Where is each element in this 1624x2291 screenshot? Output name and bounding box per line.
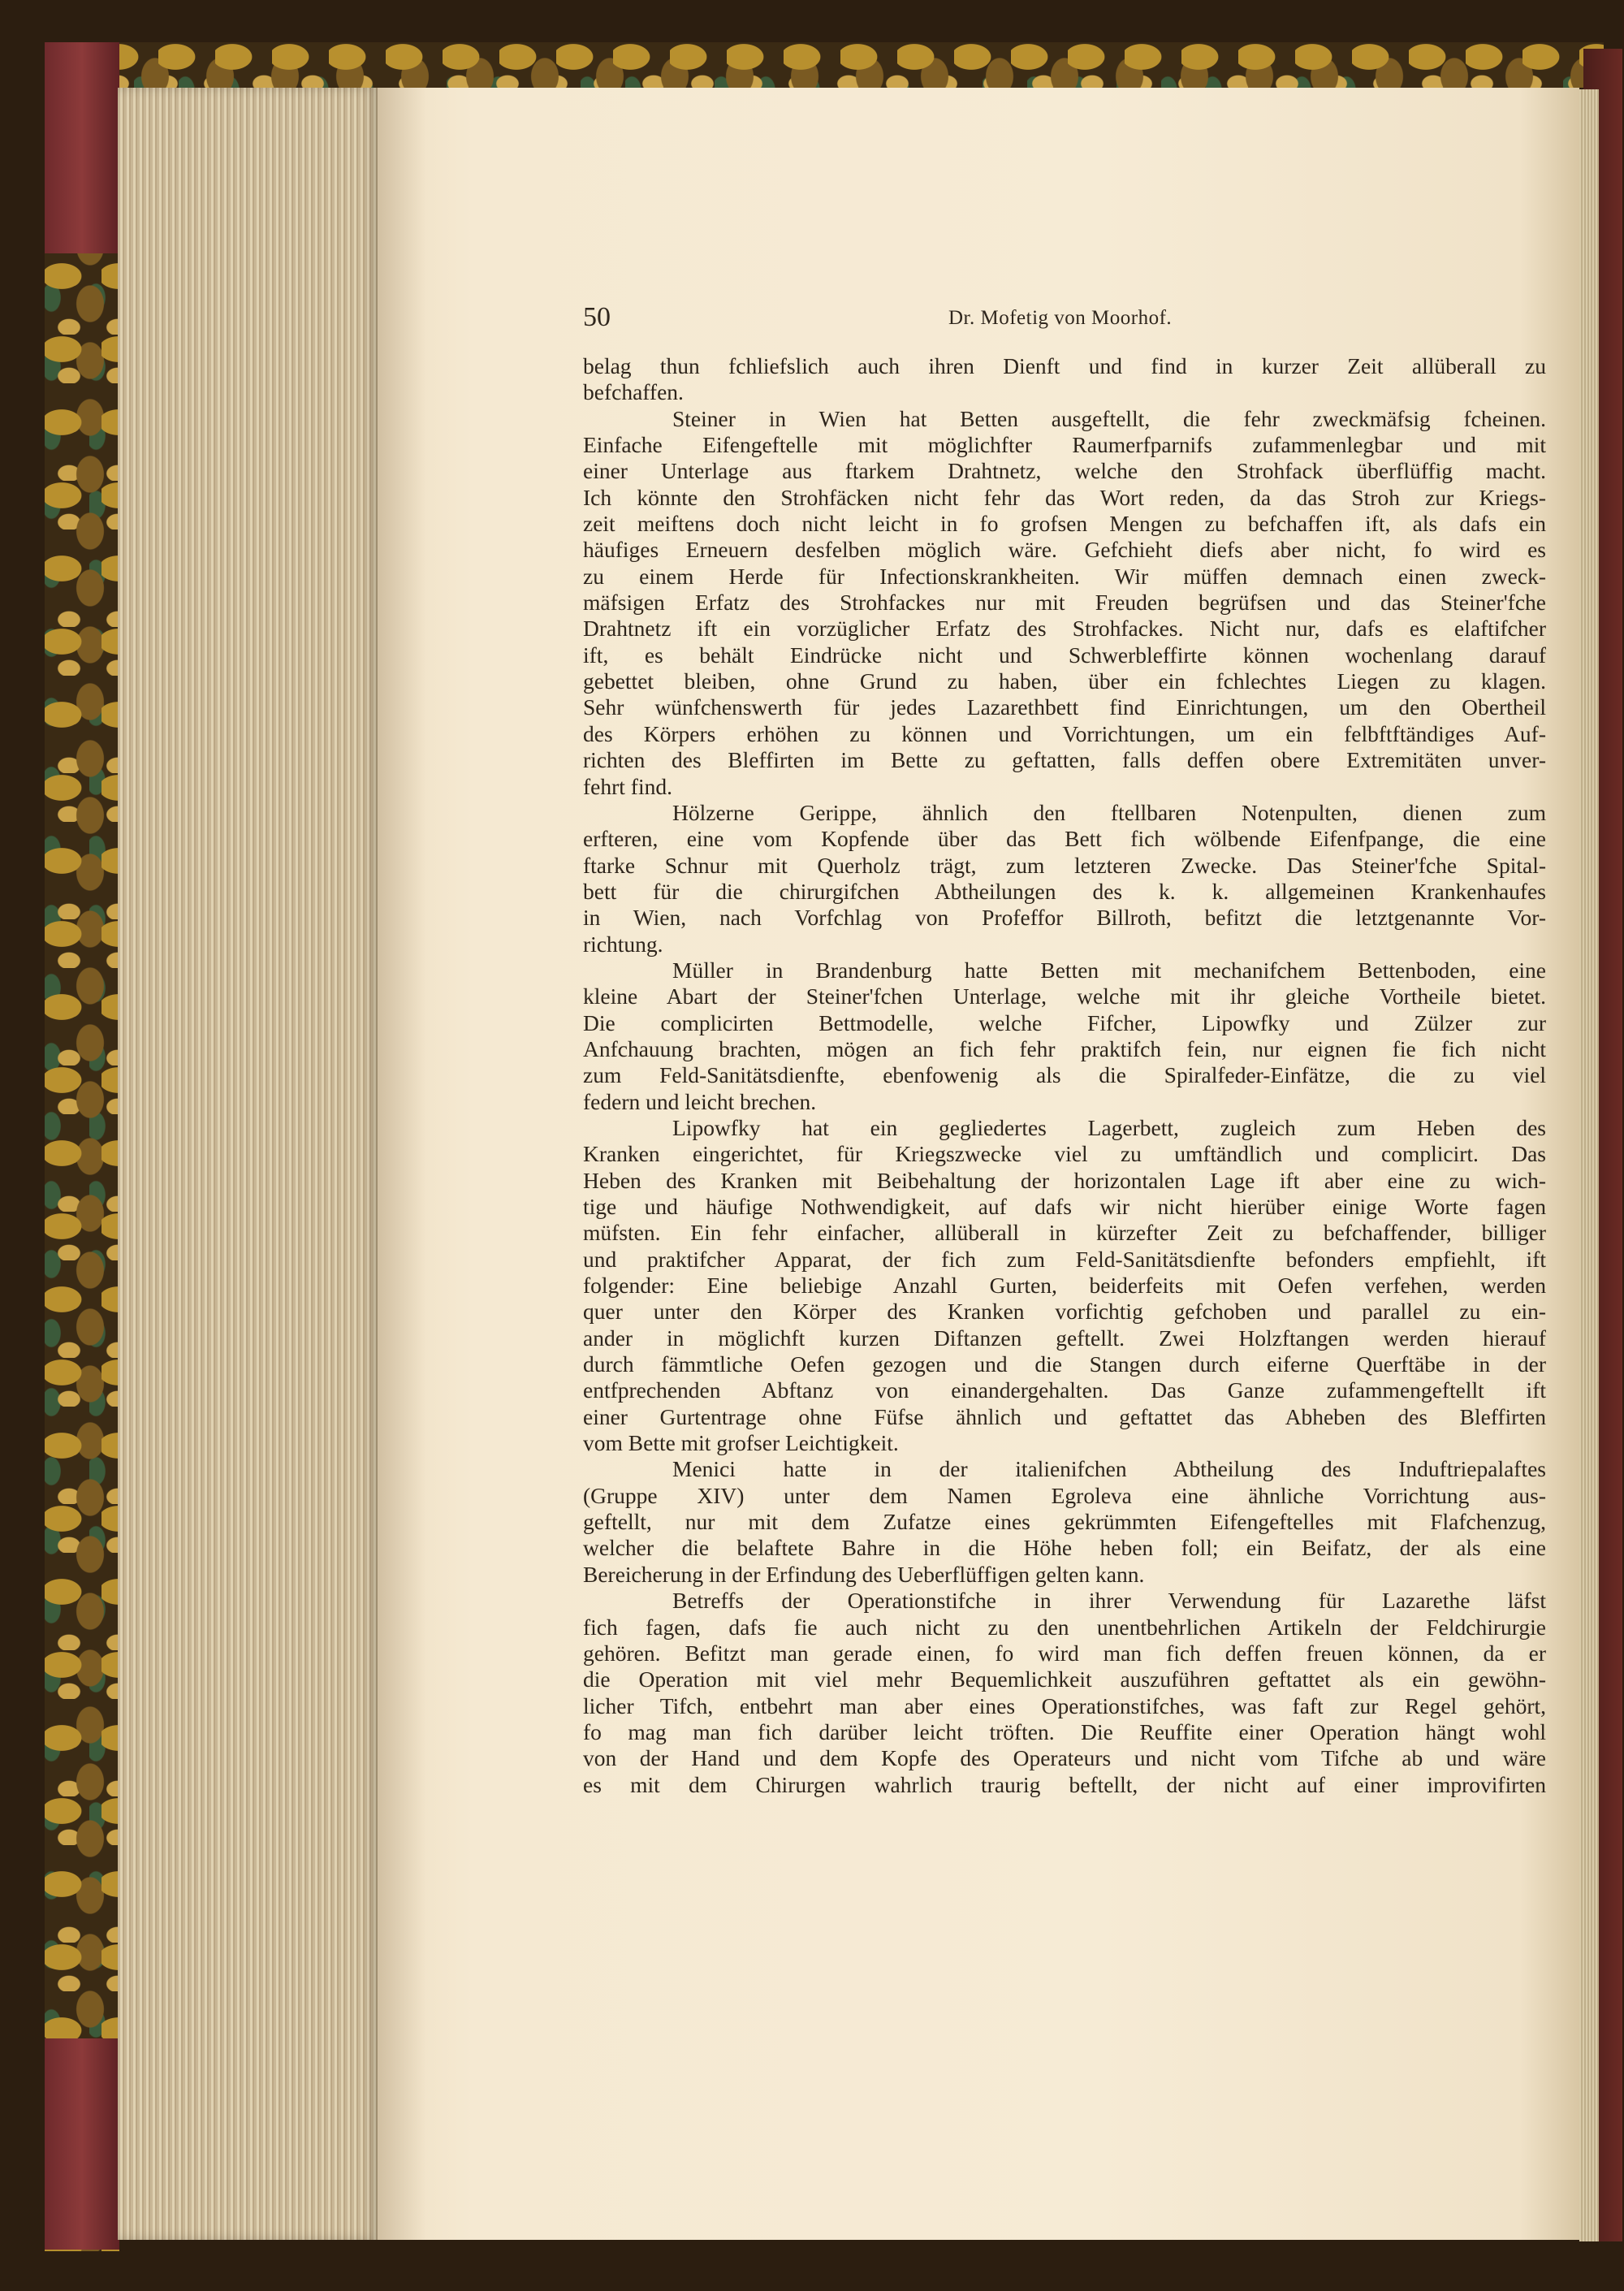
text-line: Kranken eingerichtet, für Kriegszwecke viel zu umftändlich und complicirt. Das [583, 1141, 1546, 1167]
text-line: quer unter den Körper des Kranken vorfichtig gefchoben und parallel zu ein- [583, 1299, 1546, 1325]
text-line: von der Hand und dem Kopfe des Operateurs und nicht vom Tifche ab und wäre [583, 1745, 1546, 1771]
text-line: tige und häufige Nothwendigkeit, auf dafs wir nicht hierüber einige Worte fagen [583, 1194, 1546, 1219]
text-line: zeit meiftens doch nicht leicht in fo grofsen Mengen zu befchaffen ift, als dafs ein [583, 511, 1546, 537]
text-line: zum Feld-Sanitätsdienfte, ebenfowenig als die Spiralfeder-Einfätze, die zu viel [583, 1062, 1546, 1088]
page-right-edge [1579, 89, 1599, 2241]
leather-corner-bottom [45, 2038, 119, 2250]
text-line: geftellt, nur mit dem Zufatze eines gekrümmten Eifengeftelles mit Flafchenzug, [583, 1509, 1546, 1535]
text-line: fo mag man fich darüber leicht tröften. Die Reuffite einer Operation hängt wohl [583, 1718, 1546, 1744]
text-line: richten des Bleffirten im Bette zu geftatten, falls deffen obere Extremitäten unver- [583, 747, 1546, 773]
text-line: es mit dem Chirurgen wahrlich traurig beftellt, der nicht auf einer improvifirten [583, 1771, 1546, 1797]
page-stack-edges [118, 88, 378, 2240]
text-line: ftarke Schnur mit Querholz trägt, zum letzteren Zwecke. Das Steiner'fche Spital- [583, 852, 1546, 878]
text-line: Heben des Kranken mit Beibehaltung der horizontalen Lage ift aber eine zu wich- [583, 1167, 1546, 1193]
text-line: Lipowfky hat ein gegliedertes Lagerbett, zugleich zum Heben des [672, 1114, 1546, 1140]
text-line: Die complicirten Bettmodelle, welche Fifcher, Lipowfky und Zülzer zur [583, 1009, 1546, 1035]
text-line: Steiner in Wien hat Betten ausgeftellt, die fehr zweckmäfsig fcheinen. [672, 405, 1546, 431]
text-line: durch fämmtliche Oefen gezogen und die Stangen durch eiferne Querftäbe in der [583, 1351, 1546, 1377]
gutter-shadow [378, 88, 426, 2240]
text-line: Drahtnetz ift ein vorzüglicher Erfatz des Strohfackes. Nicht nur, dafs es elaftifcher [583, 616, 1546, 642]
text-line: welcher die belaftete Bahre in die Höhe heben foll; ein Beifatz, der als eine [583, 1535, 1546, 1561]
text-line: müfsten. Ein fehr einfacher, allüberall in kürzefter Zeit zu befchaffender, billiger [583, 1220, 1546, 1246]
page-number: 50 [583, 302, 611, 332]
text-line: des Körpers erhöhen zu können und Vorrichtungen, um ein felbftftändiges Auf- [583, 720, 1546, 746]
text-line: richtung. [583, 931, 663, 957]
text-line: bett für die chirurgifchen Abtheilungen des k. k. allgemeinen Krankenhaufes [583, 878, 1546, 904]
text-line: gebettet bleiben, ohne Grund zu haben, über ein fchlechtes Liegen zu klagen. [583, 668, 1546, 694]
text-line: ander in möglichft kurzen Diftanzen geftellt. Zwei Holzftangen werden hierauf [583, 1325, 1546, 1351]
text-line: (Gruppe XIV) unter dem Namen Egroleva eine ähnliche Vorrichtung aus- [583, 1482, 1546, 1508]
text-line: zu einem Herde für Infectionskrankheiten. Wir müffen demnach einen zweck- [583, 563, 1546, 589]
text-line: in Wien, nach Vorfchlag von Profeffor Billroth, befitzt die letztgenannte Vor- [583, 905, 1546, 931]
text-line: erfteren, eine vom Kopfende über das Bett fich wölbende Eifenfpange, die eine [583, 826, 1546, 852]
marbled-cover-left [45, 42, 119, 2251]
text-line: ift, es behält Eindrücke nicht und Schwerbleffirte können wochenlang darauf [583, 642, 1546, 668]
text-line: federn und leicht brechen. [583, 1088, 817, 1114]
text-line: Bereicherung in der Erfindung des Ueberflüffigen gelten kann. [583, 1561, 1145, 1587]
running-head: Dr. Mofetig von Moorhof. [948, 307, 1173, 329]
text-line: die Operation mit viel mehr Bequemlichkeit auszuführen geftattet als ein gewöhn- [583, 1666, 1546, 1692]
text-line: gehören. Befitzt man gerade einen, fo wird man fich deffen freuen können, da er [583, 1640, 1546, 1666]
text-line: einer Unterlage aus ftarkem Drahtnetz, welche den Strohfack überflüffig macht. [583, 458, 1546, 484]
text-line: befchaffen. [583, 379, 684, 405]
text-line: Betreffs der Operationstifche in ihrer Verwendung für Lazarethe läfst [672, 1588, 1546, 1614]
text-line: Einfache Eifengeftelle mit möglichfter Raumerfparnifs zufammenlegbar und mit [583, 432, 1546, 458]
text-line: belag thun fchliefslich auch ihren Dienft und find in kurzer Zeit allüberall zu [583, 353, 1546, 378]
text-line: Menici hatte in der italienifchen Abtheilung des Induftriepalaftes [672, 1456, 1546, 1482]
text-line: Ich könnte den Strohfäcken nicht fehr das Wort reden, da das Stroh zur Kriegs- [583, 484, 1546, 510]
text-line: fehrt find. [583, 773, 672, 799]
text-line: fich fagen, dafs fie auch nicht zu den unentbehrlichen Artikeln der Feldchirurgie [583, 1614, 1546, 1640]
text-line: einer Gurtentrage ohne Füfse ähnlich und geftattet das Abheben des Bleffirten [583, 1403, 1546, 1429]
marbled-cover-top [45, 42, 1604, 88]
text-line: folgender: Eine beliebige Anzahl Gurten, beiderfeits mit Oefen verfehen, werden [583, 1273, 1546, 1299]
text-line: Hölzerne Gerippe, ähnlich den ftellbaren Notenpulten, dienen zum [672, 799, 1546, 825]
text-line: vom Bette mit grofser Leichtigkeit. [583, 1430, 899, 1456]
text-line: licher Tifch, entbehrt man aber eines Operationstifches, was faft zur Regel gehört, [583, 1692, 1546, 1718]
text-line: häufiges Erneuern desfelben möglich wäre. Gefchieht diefs aber nicht, fo wird es [583, 537, 1546, 563]
text-line: entfprechenden Abftanz von einandergehalten. Das Ganze zufammengeftellt ift [583, 1377, 1546, 1403]
text-line: Sehr wünfchenswerth für jedes Lazarethbett find Einrichtungen, um den Obertheil [583, 694, 1546, 720]
text-line: Müller in Brandenburg hatte Betten mit mechanifchem Bettenboden, eine [672, 957, 1546, 983]
text-line: mäfsigen Erfatz des Strohfackes nur mit Freuden begrüfsen und das Steiner'fche [583, 590, 1546, 616]
body-text [583, 353, 1546, 1798]
text-line: und praktifcher Apparat, der fich zum Feld-Sanitätsdienfte befonders empfiehlt, ift [583, 1246, 1546, 1272]
text-line: kleine Abart der Steiner'fchen Unterlage, welche mit ihr gleiche Vortheile bietet. [583, 983, 1546, 1009]
text-line: Anfchauung brachten, mögen an fich fehr praktifch fein, nur eignen fie fich nicht [583, 1035, 1546, 1061]
leather-corner-top [45, 42, 119, 253]
page-header [583, 302, 1546, 335]
